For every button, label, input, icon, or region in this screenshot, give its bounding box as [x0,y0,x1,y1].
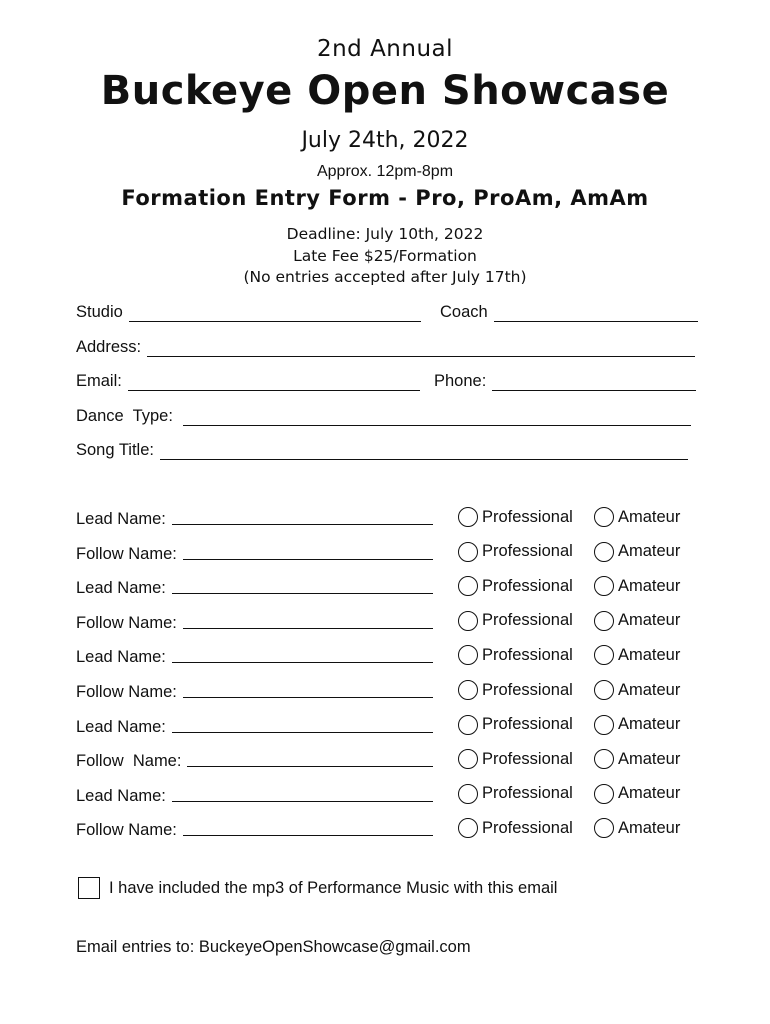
radio-circle-icon[interactable] [458,680,478,700]
radio-circle-icon[interactable] [594,784,614,804]
radio-circle-icon[interactable] [594,645,614,665]
radio-circle-icon[interactable] [594,818,614,838]
professional-radio-option[interactable] [458,715,573,735]
event-edition: 2nd Annual [316,36,454,62]
dancer-name-input-line[interactable] [172,801,433,802]
amateur-radio-option[interactable] [594,784,680,804]
dancer-name-label: Lead Name: [76,786,166,805]
dancer-name-label: Lead Name: [76,648,166,667]
phone-input-line[interactable] [492,375,696,391]
dancer-name-input-line[interactable] [172,524,433,525]
mp3-checkbox[interactable] [78,877,100,899]
song-title-input-line[interactable] [160,444,688,460]
dance-type-label: Dance Type: [76,407,173,425]
song-title-field[interactable] [76,441,688,460]
amateur-radio-option[interactable] [594,749,680,769]
professional-label: Professional [482,507,573,526]
studio-label: Studio [76,303,123,321]
professional-radio-option[interactable] [458,542,573,562]
professional-radio-option[interactable] [458,611,573,631]
dancer-row [76,818,696,844]
form-title: Formation Entry Form - Pro, ProAm, AmAm [121,186,649,210]
dancer-name-input-line[interactable] [172,593,433,594]
event-date: July 24th, 2022 [301,128,469,153]
dancer-row [76,645,696,671]
studio-field[interactable] [76,303,421,322]
address-input-line[interactable] [147,341,695,357]
email-label: Email: [76,372,122,390]
dancer-name-input-line[interactable] [172,732,433,733]
amateur-radio-option[interactable] [594,542,680,562]
radio-circle-icon[interactable] [594,542,614,562]
dancer-row [76,542,696,568]
dancer-name-label: Lead Name: [76,717,166,736]
radio-circle-icon[interactable] [594,576,614,596]
late-fee-text: Late Fee $25/Formation [293,247,477,265]
dancer-name-input-line[interactable] [183,835,433,836]
radio-circle-icon[interactable] [458,611,478,631]
radio-circle-icon[interactable] [594,749,614,769]
professional-radio-option[interactable] [458,749,573,769]
amateur-label: Amateur [618,576,681,595]
radio-circle-icon[interactable] [594,680,614,700]
radio-circle-icon[interactable] [458,507,478,527]
email-field[interactable] [76,372,420,391]
radio-circle-icon[interactable] [458,715,478,735]
dancer-name-label: Lead Name: [76,579,166,598]
professional-label: Professional [482,576,573,595]
professional-label: Professional [482,645,573,664]
amateur-label: Amateur [618,611,681,630]
dancer-name-input-line[interactable] [187,766,433,767]
professional-label: Professional [482,749,573,768]
radio-circle-icon[interactable] [594,507,614,527]
professional-radio-option[interactable] [458,576,573,596]
professional-radio-option[interactable] [458,680,573,700]
dancer-name-label: Lead Name: [76,510,166,528]
dancer-name-label: Follow Name: [76,683,177,701]
amateur-label: Amateur [618,749,681,768]
amateur-radio-option[interactable] [594,645,680,665]
professional-radio-option[interactable] [458,645,573,665]
dancer-row [76,715,696,741]
email-input-line[interactable] [128,375,420,391]
amateur-label: Amateur [618,818,681,837]
email-entries-text: Email entries to: BuckeyeOpenShowcase@gmail.com [76,938,471,956]
amateur-radio-option[interactable] [594,715,680,735]
event-title: Buckeye Open Showcase [100,68,670,114]
amateur-label: Amateur [618,645,681,664]
amateur-label: Amateur [618,680,681,699]
dance-type-field[interactable] [76,407,691,426]
event-time: Approx. 12pm-8pm [316,163,454,180]
professional-label: Professional [482,715,573,734]
amateur-radio-option[interactable] [594,507,680,527]
amateur-label: Amateur [618,542,681,561]
professional-label: Professional [482,784,573,803]
dancer-row [76,576,696,602]
dancer-row [76,680,696,706]
radio-circle-icon[interactable] [458,749,478,769]
dancer-row [76,611,696,637]
dance-type-input-line[interactable] [183,410,691,426]
coach-field[interactable] [440,303,698,322]
dancer-name-input-line[interactable] [183,697,433,698]
radio-circle-icon[interactable] [458,784,478,804]
song-title-label: Song Title: [76,441,154,459]
amateur-radio-option[interactable] [594,611,680,631]
studio-input-line[interactable] [129,306,421,322]
dancer-name-input-line[interactable] [183,559,433,560]
professional-label: Professional [482,818,573,837]
dancer-name-label: Follow Name: [76,821,177,840]
professional-label: Professional [482,680,573,699]
dancer-name-input-line[interactable] [183,628,433,629]
professional-label: Professional [482,542,573,561]
entries-note: (No entries accepted after July 17th) [243,268,527,286]
amateur-radio-option[interactable] [594,576,680,596]
phone-label: Phone: [434,372,487,390]
professional-radio-option[interactable] [458,507,573,527]
radio-circle-icon[interactable] [458,576,478,596]
radio-circle-icon[interactable] [458,818,478,838]
mp3-checkbox-row[interactable] [78,877,557,899]
deadline-text: Deadline: July 10th, 2022 [286,225,484,243]
dancer-row [76,749,696,775]
amateur-label: Amateur [618,715,681,734]
coach-label: Coach [440,303,488,321]
dancer-name-label: Follow Name: [76,613,177,632]
dancer-name-input-line[interactable] [172,662,433,663]
dancer-name-label: Follow Name: [76,544,177,563]
mp3-checkbox-label: I have included the mp3 of Performance Music with this email [109,878,558,897]
amateur-radio-option[interactable] [594,818,680,838]
radio-circle-icon[interactable] [458,542,478,562]
dancer-row [76,507,696,533]
address-label: Address: [76,338,142,356]
amateur-label: Amateur [618,507,681,526]
phone-field[interactable] [434,372,696,391]
dancer-row [76,784,696,810]
amateur-radio-option[interactable] [594,680,680,700]
address-field[interactable] [76,338,695,357]
radio-circle-icon[interactable] [458,645,478,665]
coach-input-line[interactable] [494,306,698,322]
radio-circle-icon[interactable] [594,715,614,735]
amateur-label: Amateur [618,784,681,803]
radio-circle-icon[interactable] [594,611,614,631]
professional-radio-option[interactable] [458,818,573,838]
professional-label: Professional [482,611,573,630]
professional-radio-option[interactable] [458,784,573,804]
dancer-name-label: Follow Name: [76,752,182,771]
